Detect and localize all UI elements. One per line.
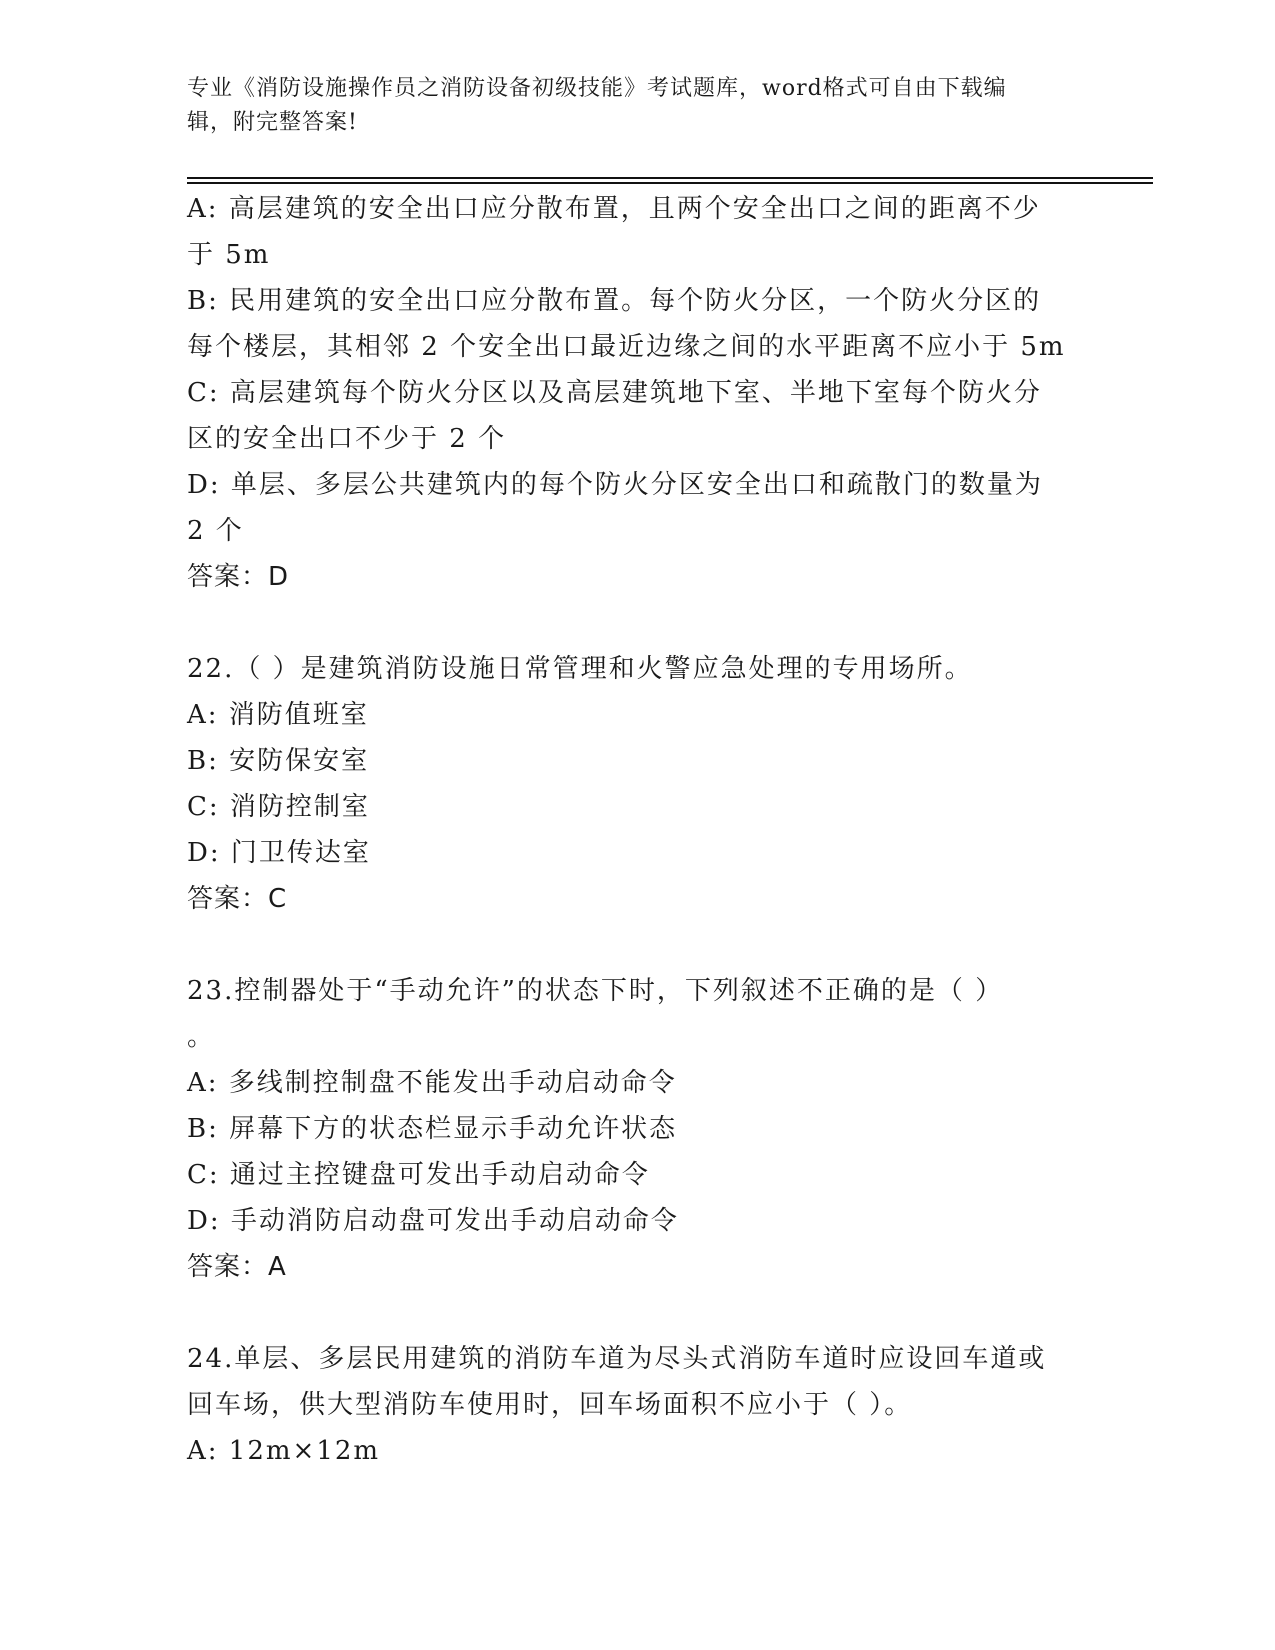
- option-d-line-1: D: 单层、多层公共建筑内的每个防火分区安全出口和疏散门的数量为: [187, 470, 1043, 500]
- question-stem-line-1: 24.单层、多层民用建筑的消防车道为尽头式消防车道时应设回车道或: [187, 1344, 1047, 1374]
- option-a: A: 12m×12m: [187, 1436, 381, 1466]
- answer-label: 答案：D: [187, 562, 290, 592]
- question-stem-line-2: 。: [187, 1022, 216, 1052]
- question-22: [187, 646, 1087, 922]
- answer-label: 答案：A: [187, 1252, 287, 1282]
- question-21: [187, 186, 1087, 600]
- option-d-line-2: 2 个: [187, 516, 244, 546]
- spacer: [187, 1290, 1087, 1336]
- question-stem-line-1: 23.控制器处于“手动允许”的状态下时，下列叙述不正确的是（ ）: [187, 976, 1004, 1006]
- option-a-line-2: 于 5m: [187, 240, 271, 270]
- question-23: [187, 968, 1087, 1290]
- document-header: [187, 72, 1067, 140]
- header-rule-top: [187, 177, 1153, 179]
- option-a: A: 多线制控制盘不能发出手动启动命令: [187, 1068, 677, 1098]
- option-b-line-2: 每个楼层，其相邻 2 个安全出口最近边缘之间的水平距离不应小于 5m: [187, 332, 1066, 362]
- option-c-line-2: 区的安全出口不少于 2 个: [187, 424, 507, 454]
- question-24: [187, 1336, 1087, 1474]
- question-stem-line-2: 回车场，供大型消防车使用时，回车场面积不应小于（ ）。: [187, 1390, 913, 1420]
- spacer: [187, 600, 1087, 646]
- option-d: D: 手动消防启动盘可发出手动启动命令: [187, 1206, 679, 1236]
- question-stem: 22.（ ）是建筑消防设施日常管理和火警应急处理的专用场所。: [187, 654, 973, 684]
- option-d: D: 门卫传达室: [187, 838, 371, 868]
- option-a: A: 消防值班室: [187, 700, 369, 730]
- option-b-line-1: B: 民用建筑的安全出口应分散布置。每个防火分区，一个防火分区的: [187, 286, 1042, 316]
- answer-label: 答案：C: [187, 884, 288, 914]
- option-b: B: 屏幕下方的状态栏显示手动允许状态: [187, 1114, 678, 1144]
- header-rule-bottom: [187, 182, 1153, 184]
- option-a-line-1: A: 高层建筑的安全出口应分散布置，且两个安全出口之间的距离不少: [187, 194, 1041, 224]
- spacer: [187, 922, 1087, 968]
- option-c-line-1: C: 高层建筑每个防火分区以及高层建筑地下室、半地下室每个防火分: [187, 378, 1042, 408]
- option-c: C: 通过主控键盘可发出手动启动命令: [187, 1160, 650, 1190]
- question-content: [187, 186, 1087, 1474]
- option-c: C: 消防控制室: [187, 792, 370, 822]
- header-line-2: 辑，附完整答案!: [187, 110, 358, 135]
- header-line-1: 专业《消防设施操作员之消防设备初级技能》考试题库，word格式可自由下载编: [187, 76, 1007, 101]
- option-b: B: 安防保安室: [187, 746, 370, 776]
